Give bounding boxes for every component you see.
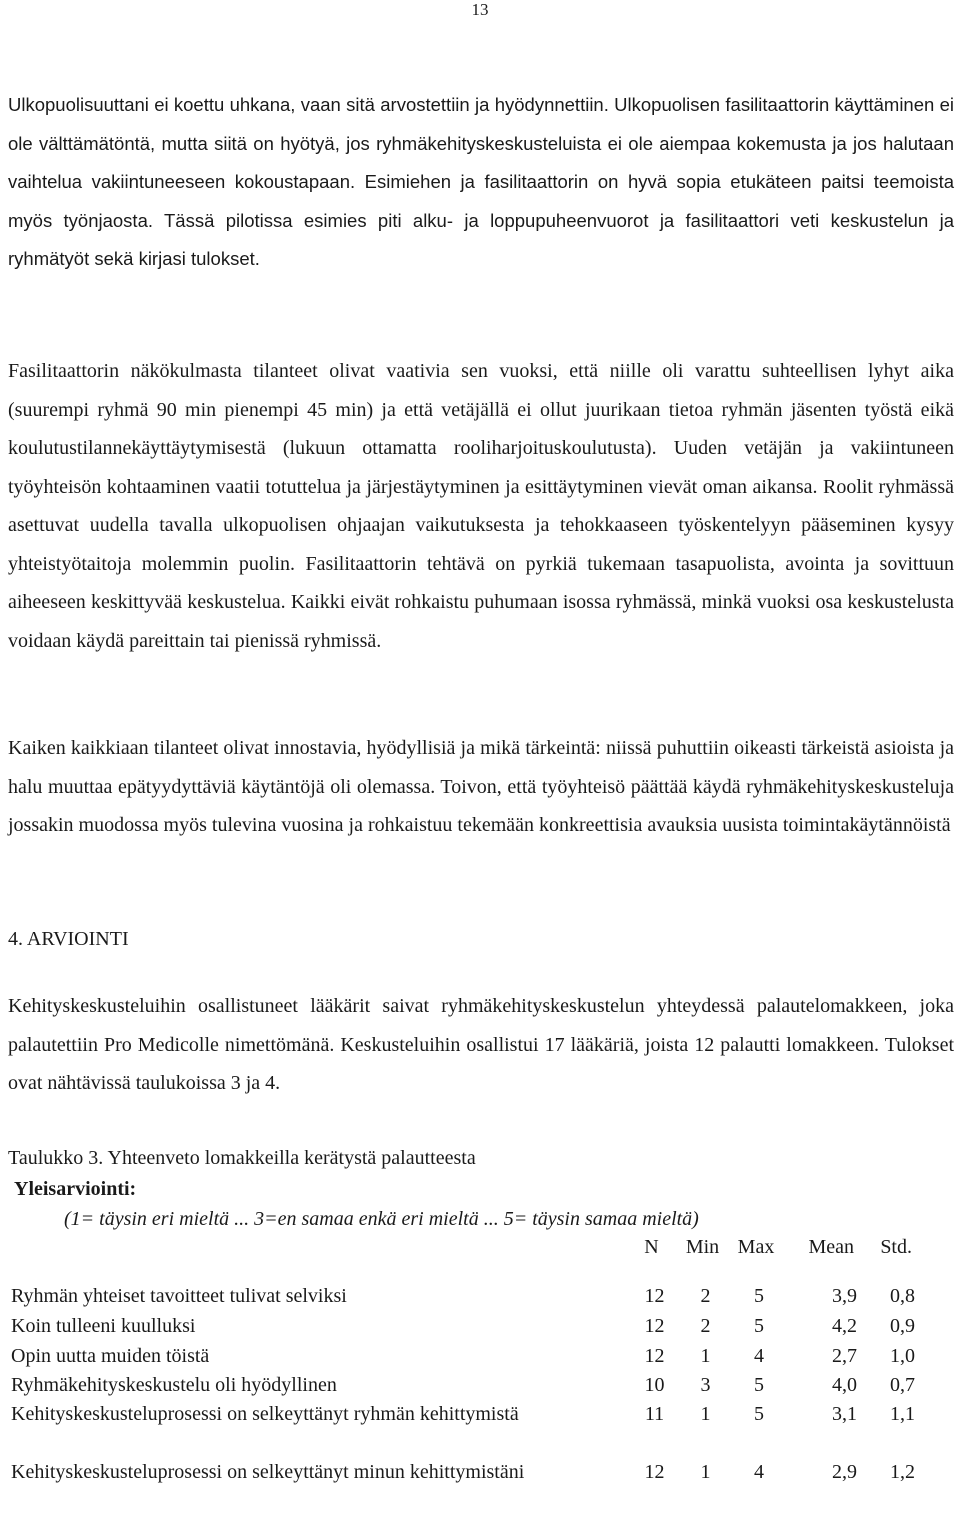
table-row [8, 1371, 915, 1400]
cell-n: 10 [644, 1374, 665, 1396]
cell-max: 5 [754, 1403, 764, 1425]
header-spacer [8, 1233, 628, 1262]
cell-mean: 2,7 [832, 1345, 857, 1367]
row-label: Kehityskeskusteluprosessi on selkeyttänyt minun kehittymistäni [11, 1461, 525, 1483]
header-min: Min [685, 1236, 720, 1258]
cell-max: 4 [754, 1461, 764, 1483]
cell-std: 1,0 [890, 1345, 915, 1367]
header-std: Std. [880, 1236, 912, 1258]
cell-min: 1 [700, 1345, 711, 1367]
paragraph-3: Kaiken kaikkiaan tilanteet olivat innostavia, hyödyllisiä ja mikä tärkeintä: niissä puhuttiin oikeasti tärkeistä asioista ja halu muuttaa epätyydyttäviä käytäntöjä oli olemassa. Toivon, että työyhteisö päättää käydä ryhmäkehityskeskusteluja jossakin muodossa myös tulevina vuosina ja rohkaistuu tekemään konkreettisia avauksia uusista toimintakäytännöistä [8, 737, 954, 836]
section-heading: 4. ARVIOINTI [8, 928, 129, 950]
cell-n: 12 [644, 1345, 665, 1367]
cell-std: 0,8 [890, 1285, 915, 1307]
cell-n: 12 [644, 1315, 665, 1337]
cell-max: 5 [754, 1374, 764, 1396]
cell-min: 2 [700, 1315, 711, 1337]
row-label: Koin tulleeni kuulluksi [11, 1315, 196, 1337]
cell-mean: 4,0 [832, 1374, 857, 1396]
row-label: Ryhmän yhteiset tavoitteet tulivat selviksi [11, 1285, 347, 1307]
cell-std: 0,9 [890, 1315, 915, 1337]
header-row [8, 1233, 912, 1262]
table-row [8, 1342, 915, 1371]
cell-min: 1 [700, 1461, 711, 1483]
cell-n: 12 [644, 1461, 665, 1483]
cell-max: 5 [754, 1315, 764, 1337]
paragraph-4: Kehityskeskusteluihin osallistuneet lääkärit saivat ryhmäkehityskeskustelun yhteydessä palautelomakkeen, joka palautettiin Pro Medicolle nimettömänä. Keskusteluihin osallistui 17 lääkäriä, joista 12 palautti lomakkeen. Tulokset ovat nähtävissä taulukoissa 3 ja 4. [8, 995, 954, 1094]
cell-max: 4 [754, 1345, 764, 1367]
cell-min: 1 [700, 1403, 711, 1425]
header-mean: Mean [808, 1236, 854, 1258]
header-n: N [644, 1236, 659, 1258]
table-row [8, 1282, 915, 1312]
cell-std: 1,2 [890, 1461, 915, 1483]
table-subtitle: Yleisarviointi: [14, 1178, 137, 1200]
cell-std: 0,7 [890, 1374, 915, 1396]
cell-max: 5 [754, 1285, 764, 1307]
row-label: Ryhmäkehityskeskustelu oli hyödyllinen [11, 1374, 337, 1396]
row-label: Opin uutta muiden töistä [11, 1345, 210, 1367]
cell-n: 12 [644, 1285, 665, 1307]
table-caption: Taulukko 3. Yhteenveto lomakkeilla kerätystä palautteesta [8, 1147, 476, 1169]
cell-mean: 3,9 [832, 1285, 857, 1307]
cell-mean: 4,2 [832, 1315, 857, 1337]
table-body [8, 1282, 915, 1516]
table-row [8, 1400, 915, 1458]
table-row [8, 1458, 915, 1516]
paragraph-1: Ulkopuolisuuttani ei koettu uhkana, vaan sitä arvostettiin ja hyödynnettiin. Ulkopuolisen fasilitaattorin käyttäminen ei ole välttämätöntä, mutta siitä on hyötyä, jos ryhmäkehityskeskusteluista ei ole aiempaa kokemusta ja jos halutaan vaihtelua vakiintuneeseen kokoustapaan. Esimiehen ja fasilitaattorin on hyvä sopia etukäteen paitsi teemoista myös työnjaosta. Tässä pilotissa esimies piti alku- ja loppupuheenvuorot ja fasilitaattori veti keskustelun ja ryhmätyöt sekä kirjasi tulokset. [8, 94, 954, 269]
header-max: Max [737, 1236, 775, 1258]
paragraph-2: Fasilitaattorin näkökulmasta tilanteet olivat vaativia sen vuoksi, että niille oli varattu suhteellisen lyhyt aika (suurempi ryhmä 90 min pienempi 45 min) ja että vetäjällä ei ollut juurikaan tietoa ryhmän jäsenten työstä eikä koulutustilannekäyttäytymisestä (lukuun ottamatta rooliharjoituskoulutusta). Uuden vetäjän ja vakiintuneen työyhteisön kohtaaminen vaatii totuttelua ja järjestäytyminen ja esittäytyminen vievät oman aikansa. Roolit ryhmässä asettuvat uudella tavalla ulkopuolisen ohjaajan vaikutuksesta ja tehokkaaseen työskentelyyn pääseminen kysyy yhteistyötaitoja molemmin puolin. Fasilitaattorin tehtävä on pyrkiä tukemaan tasapuolista, avointa ja sovittuun aiheeseen keskittyvää keskustelua. Kaikki eivät rohkaistu puhumaan isossa ryhmässä, minkä vuoksi osa keskustelusta voidaan käydä pareittain tai pienissä ryhmissä. [8, 360, 954, 652]
table-row [8, 1312, 915, 1342]
cell-min: 3 [700, 1374, 711, 1396]
cell-mean: 3,1 [832, 1403, 857, 1425]
scale-note: (1= täysin eri mieltä ... 3=en samaa enkä eri mieltä ... 5= täysin samaa mieltä) [64, 1208, 699, 1230]
results-table [8, 1282, 915, 1516]
table-header [8, 1233, 912, 1262]
cell-std: 1,1 [890, 1403, 915, 1425]
cell-n: 11 [644, 1403, 665, 1425]
row-label: Kehityskeskusteluprosessi on selkeyttänyt ryhmän kehittymistä [11, 1403, 519, 1425]
cell-min: 2 [700, 1285, 711, 1307]
cell-mean: 2,9 [832, 1461, 857, 1483]
page-number: 13 [471, 0, 489, 19]
